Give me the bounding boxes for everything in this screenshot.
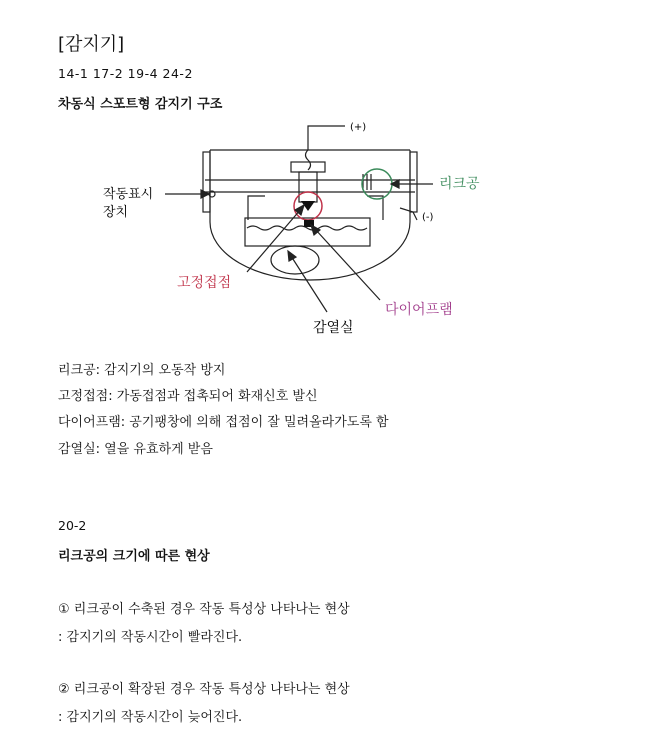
leak-hole-label: 리크공 (439, 176, 480, 192)
definition-leak-hole: 리크공: 감지기의 오동작 방지 (58, 363, 226, 378)
fixed-contact-label: 고정접점 (177, 275, 232, 291)
definition-diaphragm: 다이어프램: 공기팽창에 의해 접점이 잘 밀려올라가도록 함 (58, 415, 389, 430)
answer-2: : 감지기의 작동시간이 늦어진다. (58, 710, 243, 725)
definition-fixed-contact: 고정접점: 가동접점과 접촉되어 화재신호 발신 (58, 389, 318, 404)
right-tab (410, 152, 417, 212)
page-title: [감지기] (58, 34, 125, 55)
indicator-label-1: 작동표시 (103, 187, 154, 202)
section2-ref: 20-2 (58, 518, 87, 533)
diaphragm-label: 다이어프램 (385, 302, 453, 318)
minus-terminal: (-) (422, 212, 434, 223)
answer-1: : 감지기의 작동시간이 빨라진다. (58, 630, 243, 645)
question-2: ② 리크공이 확장된 경우 작동 특성상 나타나는 현상 (58, 682, 350, 697)
left-tab (203, 152, 210, 212)
detector-diagram (95, 112, 515, 342)
heat-chamber-label: 감열실 (313, 320, 354, 336)
spring (306, 150, 311, 170)
exam-refs: 14-1 17-2 19-4 24-2 (58, 66, 193, 81)
heat-chamber-ellipse (271, 246, 319, 274)
definition-heat-chamber: 감열실: 열을 유효하게 받음 (58, 442, 213, 457)
plus-terminal: (+) (350, 122, 367, 133)
question-1: ① 리크공이 수축된 경우 작동 특성상 나타나는 현상 (58, 602, 350, 617)
section2-heading: 리크공의 크기에 따른 현상 (58, 549, 210, 564)
section-heading: 차동식 스포트형 감지기 구조 (58, 97, 223, 112)
indicator-label-2: 장치 (103, 205, 129, 220)
